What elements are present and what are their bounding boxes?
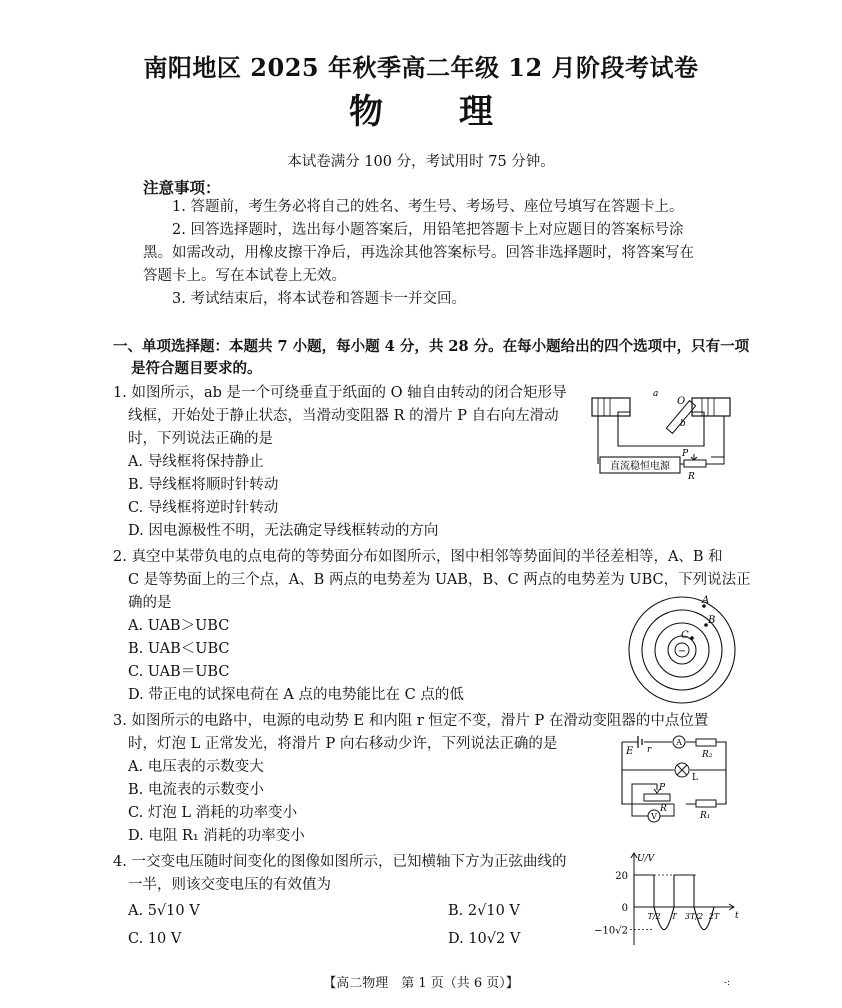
q1-source-label: 直流稳恒电源 — [610, 461, 670, 472]
q3-label-e: E — [626, 746, 634, 757]
q1-figure — [586, 384, 736, 480]
notice-line-3: 黑。如需改动，用橡皮擦干净后，再选涂其他答案标号。回答非选择题时，将答案写在 — [143, 245, 694, 261]
q1-option-a: A. 导线框将保持静止 — [128, 454, 264, 470]
waveform-segment — [674, 875, 694, 907]
notice-line-4: 答题卡上。写在本试卷上无效。 — [143, 268, 346, 284]
q1-label-b: b — [680, 419, 686, 429]
y-tick-label: −10√2 — [594, 925, 628, 937]
q3-ammeter-label: A — [676, 738, 682, 747]
subject-title: 物 理 — [349, 92, 493, 132]
y-tick-label: 0 — [621, 903, 628, 914]
q1-label-a: a — [653, 389, 659, 399]
q3-figure — [612, 734, 734, 826]
q3-stem-1: 3. 如图所示的电路中，电源的电动势 E 和内阻 r 恒定不变，滑片 P 在滑动变阻器的中点位置 — [113, 713, 709, 729]
q2-label-a: A — [702, 595, 710, 606]
q2-charge-sign: − — [677, 646, 687, 657]
q2-stem-2: C 是等势面上的三个点，A、B 两点的电势差为 UAB，B、C 两点的电势差为 UBC，下列说法正 — [128, 572, 751, 588]
q3-label-r2: R₂ — [702, 750, 713, 760]
q1-label-r: R — [688, 472, 695, 482]
q3-label-lamp: L — [692, 773, 698, 783]
section-heading: 一、单项选择题：本题共 7 小题，每小题 4 分，共 28 分。在每小题给出的四个选项中，只有一项 — [113, 338, 750, 355]
q2-option-b: B. UAB＜UBC — [128, 641, 230, 657]
q2-option-a: A. UAB＞UBC — [128, 618, 230, 634]
q3-label-r-internal: r — [647, 745, 652, 755]
notice-line-5: 3. 考试结束后，将本试卷和答题卡一并交回。 — [172, 291, 466, 307]
q4-chart — [588, 850, 738, 950]
q2-label-c: C — [681, 630, 689, 641]
q2-label-b: B — [708, 615, 716, 626]
q1-option-c: C. 导线框将逆时针转动 — [128, 500, 279, 516]
q1-label-o: O — [677, 396, 686, 407]
y-axis-label: U/V — [637, 854, 655, 864]
corner-mark: -: — [724, 978, 731, 988]
q3-option-d: D. 电阻 R₁ 消耗的功率变小 — [128, 828, 305, 844]
q4-option-c: C. 10 V — [128, 931, 182, 947]
q3-option-a: A. 电压表的示数变大 — [128, 759, 264, 775]
exam-title: 南阳地区 2025 年秋季高二年级 12 月阶段考试卷 — [143, 53, 699, 82]
x-axis-label: t — [735, 911, 739, 921]
y-tick-label: 20 — [615, 871, 628, 882]
q1-option-d: D. 因电源极性不明，无法确定导线框转动的方向 — [128, 523, 439, 539]
exam-info: 本试卷满分 100 分，考试用时 75 分钟。 — [287, 154, 555, 170]
q4-stem-2: 一半，则该交变电压的有效值为 — [128, 877, 331, 893]
q3-label-r1: R₁ — [700, 811, 711, 821]
q4-option-b: B. 2√10 V — [448, 903, 520, 919]
x-tick-label: T/2 — [647, 912, 661, 921]
q3-voltmeter-label: V — [651, 812, 657, 821]
q3-label-r: R — [660, 804, 667, 814]
q2-option-d: D. 带正电的试探电荷在 A 点的电势能比在 C 点的低 — [128, 687, 464, 703]
notice-line-2: 2. 回答选择题时，选出每小题答案后，用铅笔把答题卡上对应题目的答案标号涂 — [172, 222, 684, 238]
q2-figure — [626, 592, 744, 708]
q1-stem-1: 1. 如图所示，ab 是一个可绕垂直于纸面的 O 轴自由转动的闭合矩形导 — [113, 385, 567, 401]
q3-option-b: B. 电流表的示数变小 — [128, 782, 264, 798]
q3-stem-2: 时，灯泡 L 正常发光，将滑片 P 向右移动少许，下列说法正确的是 — [128, 736, 558, 752]
notice-line-1: 1. 答题前，考生务必将自己的姓名、考生号、考场号、座位号填写在答题卡上。 — [172, 199, 684, 215]
q2-stem-1: 2. 真空中某带负电的点电荷的等势面分布如图所示，图中相邻等势面间的半径差相等，A、B 和 — [113, 549, 723, 565]
page-footer: 【高二物理 第 1 页（共 6 页）】 — [323, 976, 519, 991]
q1-option-b: B. 导线框将顺时针转动 — [128, 477, 279, 493]
x-tick-label: 2T — [708, 912, 720, 921]
q4-stem-1: 4. 一交变电压随时间变化的图像如图所示，已知横轴下方为正弦曲线的 — [113, 854, 567, 870]
q2-option-c: C. UAB＝UBC — [128, 664, 230, 680]
q4-option-d: D. 10√2 V — [448, 931, 521, 947]
waveform-segment — [634, 875, 654, 907]
q3-label-p: P — [659, 783, 666, 793]
x-tick-label: T — [671, 912, 677, 921]
q1-stem-2: 线框，开始处于静止状态，当滑动变阻器 R 的滑片 P 自右向左滑动 — [128, 408, 559, 424]
q2-stem-3: 确的是 — [128, 595, 172, 611]
q1-label-p: P — [682, 449, 689, 459]
x-tick-label: 3T/2 — [684, 912, 704, 921]
notice-heading: 注意事项： — [143, 178, 221, 197]
section-heading-2: 是符合题目要求的。 — [131, 360, 262, 377]
q4-option-a: A. 5√10 V — [128, 903, 200, 919]
q1-stem-3: 时，下列说法正确的是 — [128, 431, 273, 447]
q3-option-c: C. 灯泡 L 消耗的功率变小 — [128, 805, 298, 821]
